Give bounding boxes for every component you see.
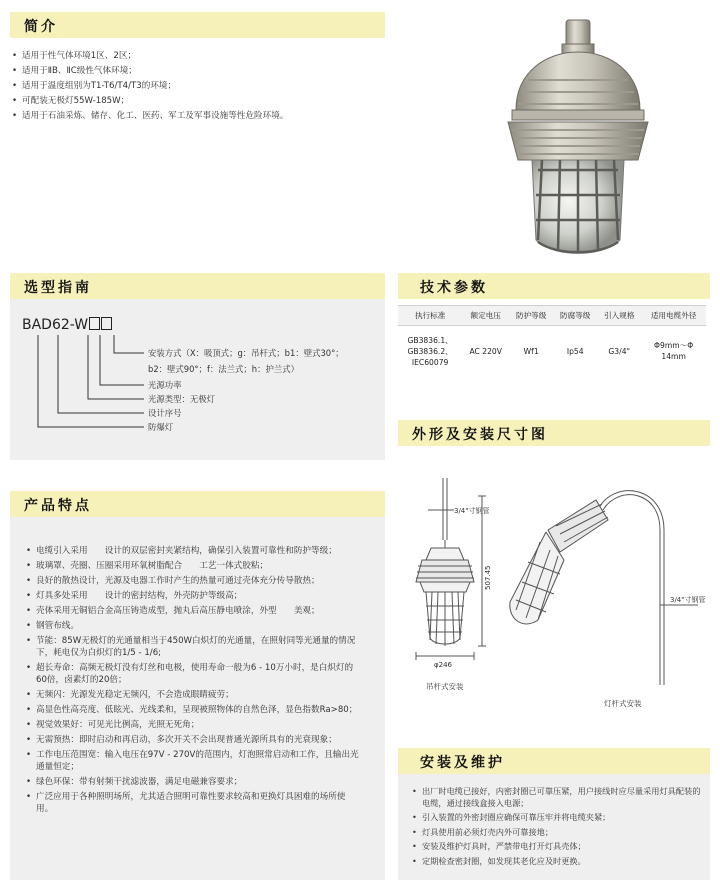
intro-title: 简介 [24,19,58,35]
spec-protection: Wf1 [523,346,539,356]
list-item: • 广泛应用于各种照明场所，尤其适合照明可靠性要求较高和更换灯具困难的场所使用。 [26,791,362,815]
features-title: 产品特点 [24,498,92,514]
list-item: • 视觉效果好：可见光比例高，光照无死角； [26,719,362,731]
spec-header-cable: 适用电缆外径 [641,306,706,326]
guide-line-mount-2: b2：壁式90°；f：法兰式；h：护兰式） [148,364,299,374]
list-item: • 定期检查密封圈，如发现其老化应及时更换。 [412,856,702,868]
intro-header [10,12,385,38]
pipe-label-2: 3/4"寸钢管 [670,596,706,604]
features-list [26,545,362,818]
list-item: • 高显色性高亮度、低眩光、光线柔和，呈现被照物体的自然色泽，显色指数Ra>80； [26,704,362,716]
list-item: • 工作电压范围宽：输入电压在97V - 270V的范围内，灯泡照常启动和工作，且输出光通量恒定； [26,749,362,773]
list-item: • 玻璃罩、壳圈、压圈采用环氧树脂配合 工艺一体式胶粘； [26,560,362,572]
width-label: φ246 [434,661,452,669]
list-item: • 良好的散热设计，光源及电器工作时产生的热量可通过壳体充分传导散热； [26,575,362,587]
spec-cable-line: 14mm [661,352,686,361]
list-item: • 超长寿命：高频无极灯没有灯丝和电极，使用寿命一般为6 - 10万小时，是白炽灯的60倍，卤素灯的20倍； [26,662,362,686]
list-item: • 绿色环保：带有射频干扰滤波器，满足电磁兼容要求； [26,776,362,788]
spec-cable [641,326,706,377]
list-item: • 节能：85W无极灯的光通量相当于450W白炽灯的光通量，在照射同等光通量的情况下，耗电仅为白炽灯的1/5 - 1/6; [26,635,362,659]
list-item: • 适用于石油采炼、储存、化工、医药、军工及军事设施等性危险环境。 [12,110,382,122]
model-box [89,317,100,330]
spec-entry: G3/4" [608,346,631,356]
spec-header-protection: 防护等级 [509,306,553,326]
list-item: • 钢管布线。 [26,620,362,632]
list-item: • 灯具使用前必须灯壳内外可靠接地； [412,827,702,839]
list-item: • 电缆引入采用 设计的双层密封夹紧结构，确保引入装置可靠性和防护等级； [26,545,362,557]
specs-title: 技术参数 [420,280,488,296]
list-item: • 适用于ⅡB、ⅡC级性气体环境； [12,65,382,77]
specs-header [398,273,710,299]
guide-line-serial: 设计序号 [148,408,182,418]
table-row [398,326,706,377]
model-code [22,317,112,333]
spec-header-voltage: 额定电压 [462,306,509,326]
table-row [398,306,706,326]
guide-leader-lines [30,333,150,433]
guide-line-explosion: 防爆灯 [148,422,174,432]
spec-corrosion: Ip54 [566,346,584,356]
list-item: • 无需预热：即时启动和再启动，多次开关不会出现普通光源所具有的光衰现象； [26,734,362,746]
specs-table [398,305,706,376]
list-item: • 灯具多处采用 设计的密封结构，外壳防护等级高； [26,590,362,602]
guide-title: 选型指南 [24,280,92,296]
model-code-text: BAD62-W [22,317,89,333]
spec-header-standard: 执行标准 [398,306,462,326]
list-item: • 无频闪：光源发光稳定无频闪，不会造成眼睛疲劳； [26,689,362,701]
list-item: • 壳体采用无铜铝合金高压铸造成型，抛丸后高压静电喷涂，外型 美观； [26,605,362,617]
maintenance-title: 安装及维护 [420,755,505,771]
model-box [101,317,112,330]
lamp-photo [498,10,658,260]
list-item: • 可配装无极灯55W-185W； [12,95,382,107]
spec-header-corrosion: 防腐等级 [553,306,597,326]
features-header [10,491,385,517]
list-item: • 出厂时电缆已接好，内密封圈已可靠压紧，用户接线时应尽量采用灯具配装的电缆，通过接线盒接入电源； [412,786,702,809]
list-item: • 适用于性气体环境1区、2区； [12,50,382,62]
dims-title: 外形及安装尺寸图 [412,427,548,443]
intro-list [12,50,382,125]
spec-standard [398,326,462,377]
spec-standard-line: GB3836.1、 [407,335,453,345]
height-label: 507.45 [484,565,492,590]
maintenance-list [412,786,702,870]
list-item: • 适用于温度组别为T1-T6/T4/T3的环境； [12,80,382,92]
caption-pole: 灯杆式安装 [604,699,642,708]
guide-line-source: 光源类型：无极灯 [148,394,215,404]
dims-header [398,420,710,446]
guide-line-mount: 安装方式（X：吸顶式；g：吊杆式；b1：壁式30°； [148,348,344,358]
spec-standard-line: IEC60079 [411,357,449,367]
spec-standard-line: GB3836.2、 [407,346,453,356]
caption-pendant: 吊杆式安装 [426,682,464,691]
spec-cable-line: Φ9mm～Φ [654,341,694,350]
list-item: • 安装及维护灯具时，严禁带电打开灯具壳体； [412,841,702,853]
dimension-drawing [398,470,710,720]
guide-header [10,273,385,299]
list-item: • 引入装置的外密封圈应确保可靠压牢并将电缆夹紧； [412,812,702,824]
spec-header-entry: 引入规格 [597,306,641,326]
maintenance-header [398,748,710,774]
spec-voltage: AC 220V [469,346,502,356]
pipe-label-1: 3/4"寸钢管 [454,507,490,515]
guide-line-power: 光源功率 [148,380,182,390]
